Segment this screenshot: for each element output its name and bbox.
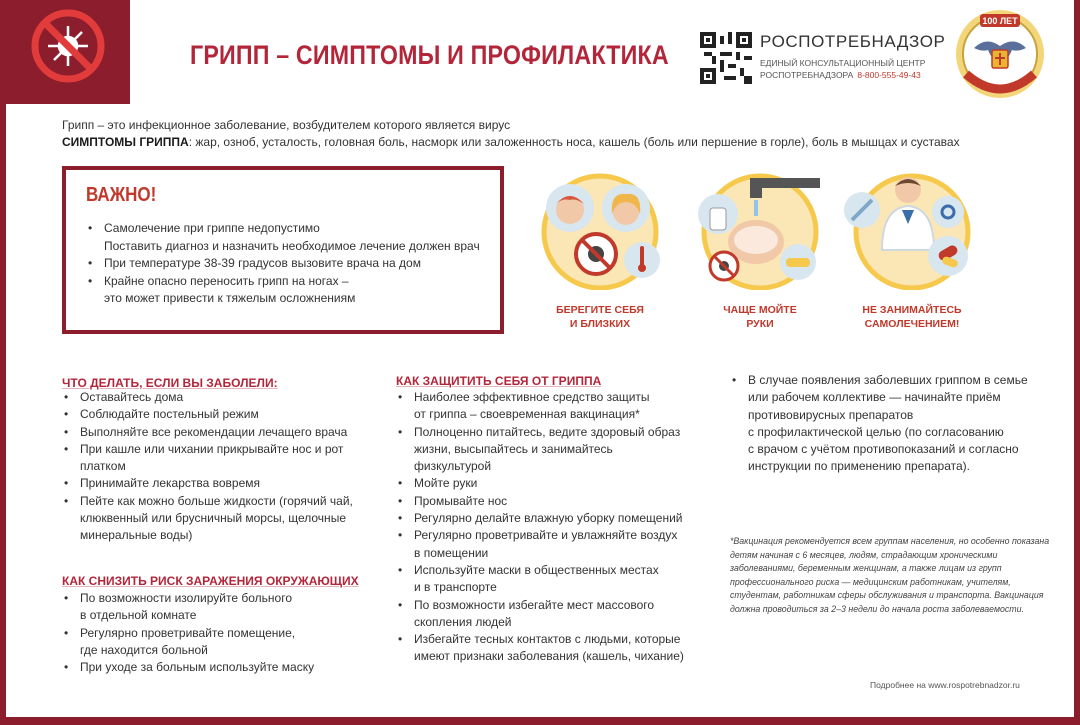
anniversary-emblem <box>952 8 1048 100</box>
important-heading: ВАЖНО! <box>86 184 157 206</box>
list-item: • Промывайте нос <box>396 493 684 510</box>
antiviral-note-list <box>730 372 1028 476</box>
emblem-text: 100 ЛЕТ <box>982 16 1018 26</box>
hotline-phone: 8-800-555-49-43 <box>857 70 921 80</box>
section-heading-reduce-risk: КАК СНИЗИТЬ РИСК ЗАРАЖЕНИЯ ОКРУЖАЮЩИХ <box>62 574 359 588</box>
list-item: • Избегайте тесных контактов с людьми, которые имеют признаки заболевания (кашель, чихание) <box>396 631 684 666</box>
list-item: • При уходе за больным используйте маску <box>62 659 314 676</box>
list-item: • Регулярно делайте влажную уборку помещений <box>396 510 684 527</box>
list-item: • Принимайте лекарства вовремя <box>62 475 353 492</box>
list-item: • Мойте руки <box>396 475 684 492</box>
list-item: • Регулярно проветривайте и увлажняйте воздух в помещении <box>396 527 684 562</box>
list-item: • По возможности изолируйте больного в отдельной комнате <box>62 590 314 625</box>
list-item: • Крайне опасно переносить грипп на ногах – это может привести к тяжелым осложнениям <box>86 273 480 308</box>
org-hotline <box>760 70 921 80</box>
list-item: • Наиболее эффективное средство защиты от гриппа – своевременная вакцинация* <box>396 389 684 424</box>
symptoms-label: СИМПТОМЫ ГРИППА <box>62 135 189 149</box>
org-subtitle-2: РОСПОТРЕБНАДЗОРА <box>760 70 854 80</box>
list-item: • Выполняйте все рекомендации лечащего врача <box>62 424 353 441</box>
list-item: • Соблюдайте постельный режим <box>62 406 353 423</box>
virus-crossed-icon <box>30 8 106 84</box>
list-item: • Оставайтесь дома <box>62 389 353 406</box>
important-list <box>86 220 480 308</box>
org-name: РОСПОТРЕБНАДЗОР <box>760 32 946 51</box>
intro-text: Грипп – это инфекционное заболевание, возбудителем которого является вирус <box>62 118 511 132</box>
section-heading-protect-yourself: КАК ЗАЩИТИТЬ СЕБЯ ОТ ГРИППА <box>396 374 602 388</box>
family-protection-icon <box>530 170 670 290</box>
caption-protect: БЕРЕГИТЕ СЕБЯ И БЛИЗКИХ <box>556 304 644 330</box>
symptoms-text <box>62 135 960 149</box>
protect-yourself-list <box>396 389 684 666</box>
list-item: • Регулярно проветривайте помещение, где находится больной <box>62 625 314 660</box>
list-item: • По возможности избегайте мест массового скопления людей <box>396 597 684 632</box>
list-item: • Самолечение при гриппе недопустимо Поставить диагноз и назначить необходимое лечение должен врач <box>86 220 480 255</box>
hand-washing-icon <box>690 170 830 290</box>
list-item: • Пейте как можно больше жидкости (горячий чай, клюквенный или брусничный морсы, щелочные минеральные воды) <box>62 493 353 545</box>
caption-no-self-treatment: НЕ ЗАНИМАЙТЕСЬ САМОЛЕЧЕНИЕМ! <box>862 304 962 330</box>
list-item: • Полноценно питайтесь, ведите здоровый образ жизни, высыпайтесь и занимайтесь физкультурой <box>396 424 684 476</box>
section-heading-if-sick: ЧТО ДЕЛАТЬ, ЕСЛИ ВЫ ЗАБОЛЕЛИ: <box>62 376 278 390</box>
caption-wash-hands: ЧАЩЕ МОЙТЕ РУКИ <box>723 304 797 330</box>
no-virus-logo <box>6 0 130 104</box>
if-sick-list <box>62 389 353 545</box>
qr-code-icon <box>700 32 752 84</box>
list-item: • При температуре 38-39 градусов вызовите врача на дом <box>86 255 480 273</box>
more-info-link[interactable]: Подробнее на www.rospotrebnadzor.ru <box>870 680 1020 690</box>
list-item: • Используйте маски в общественных местах и в транспорте <box>396 562 684 597</box>
important-box <box>62 166 504 334</box>
symptoms-list: : жар, озноб, усталость, головная боль, насморк или заложенность носа, кашель (боль или першение в горле), боль в мышцах и суставах <box>188 135 960 149</box>
vaccination-footnote: *Вакцинация рекомендуется всем группам населения, но особенно показана детям начиная с 6 месяцев, людям, страдающим хроническими заболеваниями, беременным женщинам, а также лицам из групп профессионального риска — медицинским работникам, учителям, студентам, работникам сферы обслуживания и транспорта. Вакцинация должна проводиться за 2–3 недели до начала роста заболеваемости. <box>730 536 1050 614</box>
list-item: • При кашле или чихании прикрывайте нос и рот платком <box>62 441 353 476</box>
reduce-risk-list <box>62 590 314 676</box>
poster-title: ГРИПП – СИМПТОМЫ И ПРОФИЛАКТИКА <box>190 40 669 70</box>
list-item: • В случае появления заболевших гриппом в семье или рабочем коллективе — начинайте приём противовирусных препаратов с профилактической целью (по согласованию с врачом с учётом противопоказаний и согласно инструкции по применению препарата). <box>730 372 1028 476</box>
doctor-icon <box>842 170 982 290</box>
org-subtitle: ЕДИНЫЙ КОНСУЛЬТАЦИОННЫЙ ЦЕНТР <box>760 58 926 68</box>
